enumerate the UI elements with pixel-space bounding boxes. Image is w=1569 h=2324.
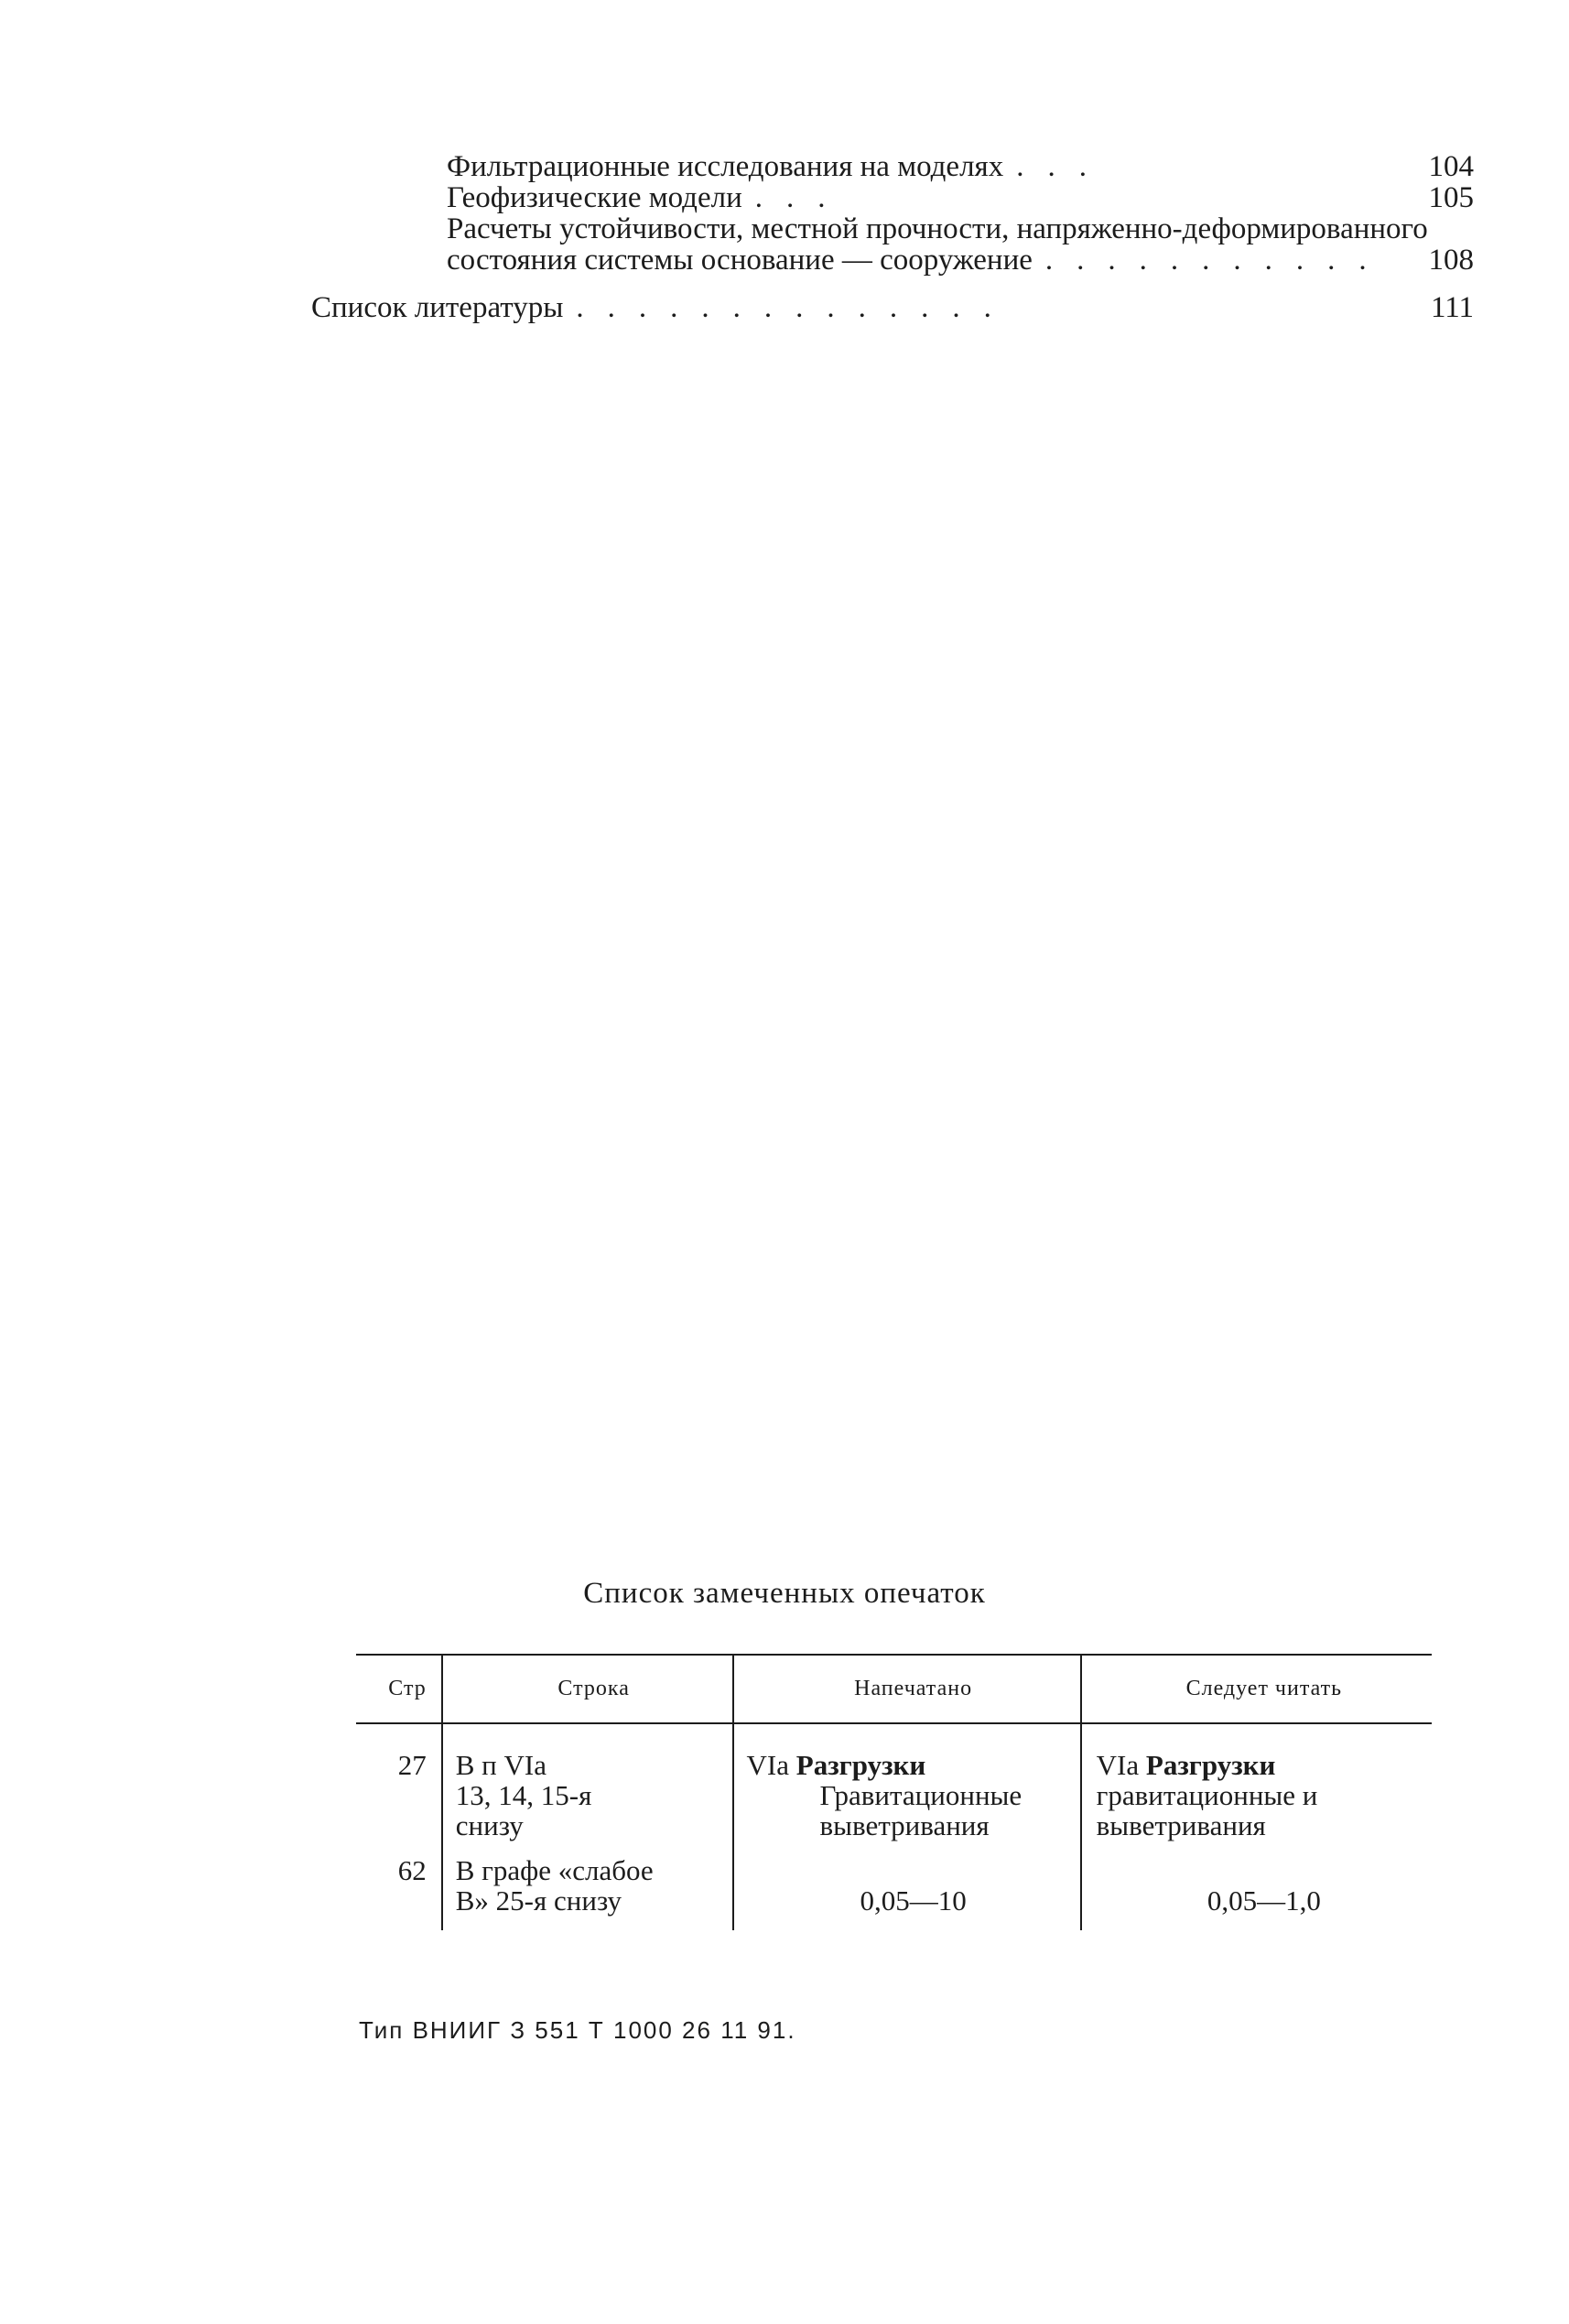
toc-entry-title: Расчеты устойчивости, местной прочности, напряженно-деформированного состояния системы основание — сооружение bbox=[447, 212, 1428, 277]
toc-entry-geophysical bbox=[311, 182, 1474, 213]
header-correct: Следует читать bbox=[1081, 1655, 1432, 1723]
toc-page-number: 105 bbox=[1428, 181, 1474, 214]
toc-leader-dots: .............. bbox=[576, 291, 1015, 324]
toc-entry-title: Геофизические модели bbox=[447, 181, 742, 214]
cell-line: В графе «слабое В» 25-я снизу bbox=[442, 1855, 733, 1930]
cell-printed: 0,05—10 bbox=[733, 1855, 1081, 1930]
toc-entry-title: Список литературы bbox=[311, 291, 564, 324]
table-row bbox=[356, 1855, 1432, 1930]
header-page: Стр bbox=[356, 1655, 442, 1723]
toc-page-number: 108 bbox=[1428, 244, 1474, 277]
cell-page: 27 bbox=[397, 1749, 427, 1781]
errata-header-row bbox=[356, 1655, 1432, 1723]
errata-title: Список замеченных опечаток bbox=[583, 1577, 986, 1610]
table-row bbox=[356, 1723, 1432, 1855]
cell-correct: VIa Разгрузки гравитационные и выветривания bbox=[1081, 1723, 1432, 1855]
toc-leader-dots: ... bbox=[1016, 150, 1110, 183]
cell-printed: VIa Разгрузки Гравитационные выветривания bbox=[733, 1723, 1081, 1855]
errata-table bbox=[356, 1654, 1432, 1930]
toc-leader-dots: ... bbox=[754, 181, 849, 214]
cell-line: В п VIa 13, 14, 15-я снизу bbox=[442, 1723, 733, 1855]
toc-page-number: 111 bbox=[1430, 291, 1474, 324]
toc-entry-calculations bbox=[311, 213, 1474, 276]
toc-leader-dots: ........... bbox=[1044, 244, 1390, 277]
table-of-contents bbox=[311, 151, 1474, 323]
toc-page-number: 104 bbox=[1428, 150, 1474, 183]
cell-correct: 0,05—1,0 bbox=[1081, 1855, 1432, 1930]
toc-entry-filtration bbox=[311, 151, 1474, 182]
header-line: Строка bbox=[442, 1655, 733, 1723]
toc-entry-references bbox=[311, 292, 1474, 323]
print-imprint: Тип ВНИИГ З 551 Т 1000 26 11 91. bbox=[359, 2016, 796, 2044]
cell-page: 62 bbox=[397, 1854, 427, 1886]
toc-entry-title: Фильтрационные исследования на моделях bbox=[447, 150, 1004, 183]
header-printed: Напечатано bbox=[733, 1655, 1081, 1723]
